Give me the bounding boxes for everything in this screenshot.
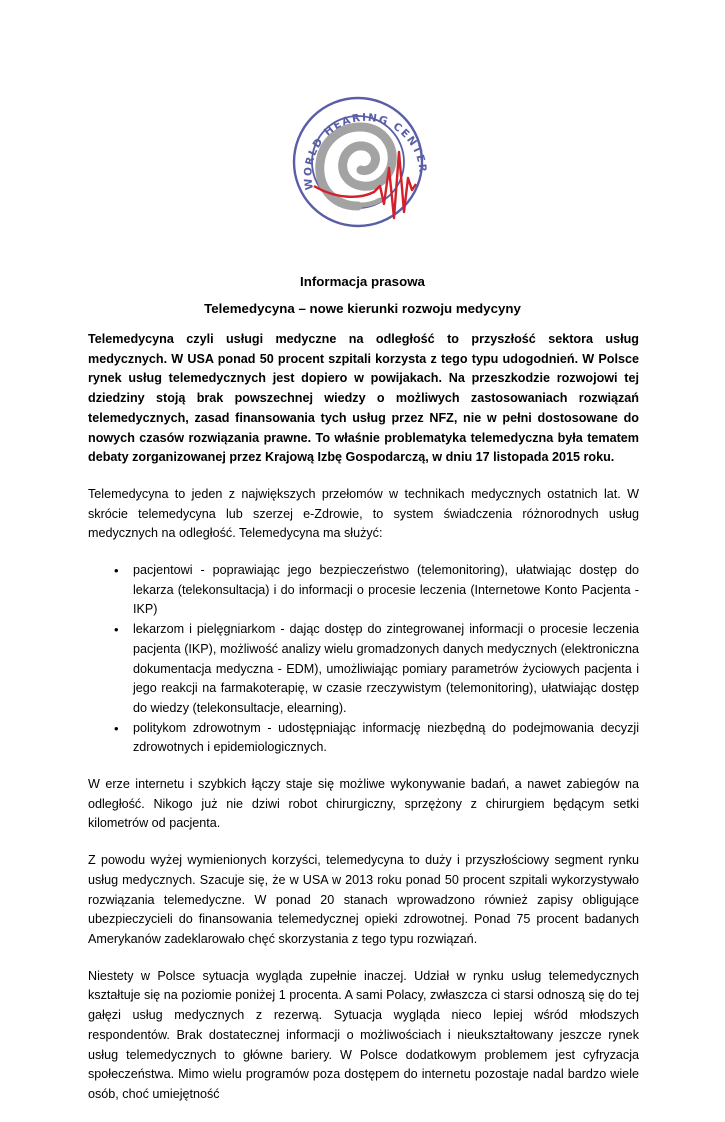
list-item: • politykom zdrowotnym - udostępniając informację niezbędną do podejmowania decyzji zdrowotnych i epidemiologicznych. — [133, 719, 639, 758]
list-item: • pacjentowi - poprawiając jego bezpieczeństwo (telemonitoring), ułatwiając dostęp do lekarza (telekonsultacja) i do informacji o procesie leczenia (Internetowe Konto Pacjenta - IKP) — [133, 561, 639, 620]
intro-paragraph: Telemedycyna to jeden z największych przełomów w technikach medycznych ostatnich lat. W skrócie telemedycyna lub szerzej e-Zdrowie, to system świadczenia różnorodnych usług medycznych na odległość. Telemedycyna ma służyć: — [88, 486, 639, 541]
body-paragraph: Niestety w Polsce sytuacja wygląda zupełnie inaczej. Udział w rynku usług telemedycznych kształtuje się na poziomie poniżej 1 procenta. A sami Polacy, zwłaszcza ci starsi odnoszą się do tej gałęzi usług medycznych z rezerwą. Sytuacja wygląda nieco lepiej wśród młodszych respondentów. Brak dostatecznej informacji o możliwościach i nieukształtowany jeszcze rynek usług telemedycznych to główne bariery. W Polsce dodatkowym problemem jest cyfryzacja społeczeństwa. Mimo wielu programów poza dostępem do internetu pozostaje nadal bardzo wiele osób, choć umiejętność — [88, 968, 639, 1101]
benefits-list — [88, 561, 639, 758]
hearing-spiral-icon — [278, 82, 438, 244]
world-hearing-center-logo — [278, 82, 438, 244]
document-label: Informacja prasowa — [300, 274, 425, 289]
lead-paragraph: Telemedycyna czyli usługi medyczne na odległość to przyszłość sektora usług medycznych. W USA ponad 50 procent szpitali korzysta z tego typu udogodnień. W Polsce rynek usług telemedycznych jest dopiero w powijakach. Na przeszkodzie rozwojowi tej dziedziny stoją brak powszechnej wiedzy o możliwych zastosowaniach rozwiązań telemedycznych, zasad finansowania tych usług przez NFZ, nie w pełni dostosowane do nowych czasów rozwiązania prawne. To właśnie problematyka telemedyczna była tematem debaty zorganizowanej przez Krajową Izbę Gospodarczą, w dniu 17 listopada 2015 roku. — [88, 332, 639, 465]
list-item: • lekarzom i pielęgniarkom - dając dostęp do zintegrowanej informacji o procesie leczenia pacjenta (IKP), możliwość analizy wielu gromadzonych danych medycznych (elektroniczna dokumentacja medyczna - EDM), umożliwiając pomiary parametrów życiowych pacjenta i jego reakcji na farmakoterapię, w czasie rzeczywistym (telemonitoring), ułatwiając dostęp do wiedzy (telekonsultacje, elearning). — [133, 620, 639, 719]
article-body — [88, 330, 639, 1122]
document-title: Telemedycyna – nowe kierunki rozwoju medycyny — [204, 301, 521, 316]
body-paragraph: W erze internetu i szybkich łączy staje się możliwe wykonywanie badań, a nawet zabiegów na odległość. Nikogo już nie dziwi robot chirurgiczny, sprzężony z chirurgiem będącym setki kilometrów od pacjenta. — [88, 777, 639, 831]
svg-text:WORLD HEARING CENTER: WORLD HEARING CENTER — [302, 111, 429, 191]
body-paragraph: Z powodu wyżej wymienionych korzyści, telemedycyna to duży i przyszłościowy segment rynku usług medycznych. Szacuje się, że w USA w 2013 roku ponad 50 procent szpitali wykorzystywało rozwiązania telemedyczne. W ponad 20 stanach wprowadzono również zapisy obligujące ubezpieczycieli do finansowania telemedycznej opieki zdrowotnej. Ponad 75 procent badanych Amerykanów zadeklarowało chęć skorzystania z tego typu rozwiązań. — [88, 853, 639, 946]
